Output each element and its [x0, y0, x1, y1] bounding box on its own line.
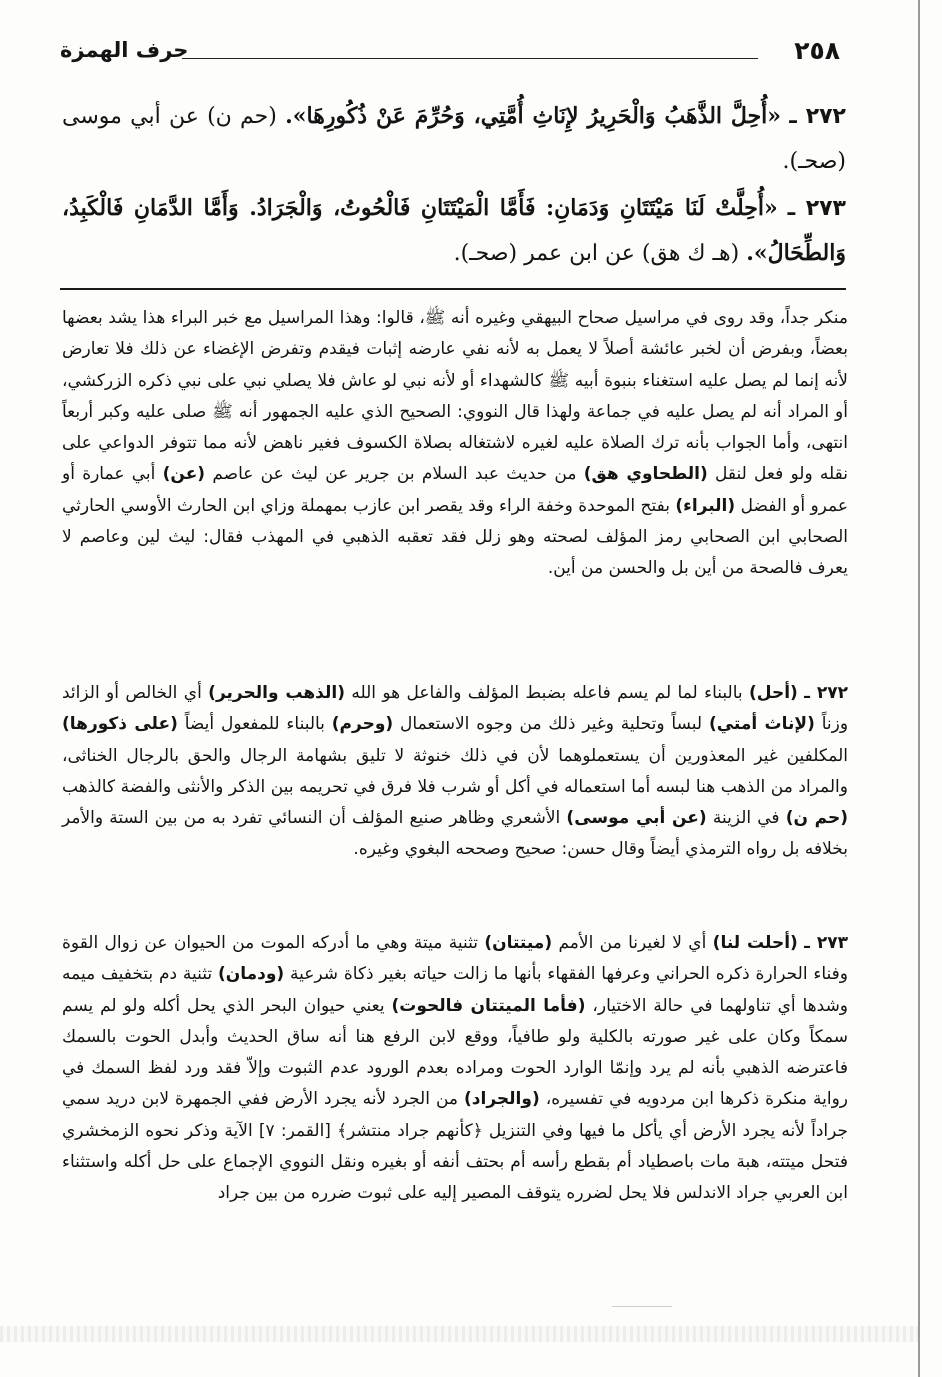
hadith-source: (هـ ك هق) عن ابن عمر (صحـ).: [453, 241, 740, 266]
commentary-bold: (الذهب والحرير): [208, 683, 345, 703]
commentary-number: ٢٧٢ ـ: [804, 683, 849, 703]
commentary-bold: (أحل): [749, 683, 798, 703]
commentary-text: الأشعري وظاهر صنيع المؤلف أن النسائي تفرد به من بين الستة والأمر بخلافه بل رواه الترمذي أيضاً وقال حسن: صحيح وصححه البغوي وغيره.: [62, 808, 848, 860]
commentary-paragraph-272: [62, 678, 848, 866]
commentary-bold: (أحلت لنا): [712, 933, 798, 953]
hadith-source: (حم ن) عن أبي موسى (صحـ).: [62, 104, 846, 174]
commentary-bold: (على ذكورها): [62, 714, 178, 735]
page-number: ٢٥٨: [794, 36, 840, 65]
hadith-272: [62, 94, 846, 184]
commentary-paragraph-1: [62, 303, 848, 585]
scan-edge: [918, 0, 920, 1377]
commentary-bold: (ودمان): [217, 964, 285, 985]
commentary-text: بالبناء للمفعول أيضاً: [184, 714, 325, 735]
commentary-bold: (ميتتان): [484, 933, 553, 953]
commentary-text: في الزينة: [712, 808, 780, 829]
commentary-bold: (الطحاوي هق): [583, 464, 708, 485]
hadith-number: ٢٧٣ ـ: [787, 196, 846, 221]
commentary-text: يعني حيوان البحر الذي يحل أكله ولو لم يسم سمكاً وكان على غير صورته بالكلية ولو طافياً، ووقع لابن الرفع هنا أنه ساق الحديث وأبدل الحوت بالسمك فاعترضه الذهبي بأنه لم يرد وإنمّا الوارد الحوت ومراده بعدم الورود عدم الثبوت وإلاّ فقد ورد لفظ السمك في رواية منكرة ذكرها ابن مردويه في تفسيره،: [62, 995, 848, 1110]
footnote-separator: [60, 288, 846, 290]
commentary-text: من الجرد لأنه يجرد الأرض ففي الجمهرة لابن دريد سمي جراداً لأنه يجرد الأرض أي يأكل ما فيها وفي التنزيل ﴿كأنهم جراد منتشر﴾ [القمر: ٧] الآية وذكر نحوه الزمخشري فتحل ميتته، هبة مات باصطياد أم بقطع رأسه أم بحتف أنفه أو بغيره ونقل النووي الإجماع على حل أكله واستثناء ابن العربي جراد الاندلس فلا يحل لضرره يتوقف المصير إليه على ثبوت ضرره من بين جراد: [62, 1089, 849, 1204]
commentary-text: بالبناء لما لم يسم فاعله بضبط المؤلف والفاعل هو الله: [351, 683, 743, 703]
chapter-title: حرف الهمزة: [60, 38, 189, 62]
header-rule: [182, 58, 758, 59]
scan-artifact-strip: [0, 1326, 918, 1342]
hadith-text: «أُحِلَّتْ لَنَا مَيْتَتَانِ وَدَمَانِ: فَأَمَّا الْمَيْتَتَانِ فَالْحُوتُ، وَالْجَرَادُ. وَأَمَّا الدَّمَانِ فَالْكَبِدُ، وَالطِّحَالُ».: [62, 195, 846, 266]
bottom-mark: [612, 1306, 672, 1307]
commentary-text: لبساً وتحلية وغير ذلك من وجوه الاستعمال: [400, 714, 703, 735]
commentary-paragraph-273: [62, 928, 848, 1210]
hadith-text: «أُحِلَّ الذَّهَبُ وَالْحَرِيرُ لإِنَاثِ أُمَّتِي، وَحُرِّمَ عَنْ ذُكُورِهَا».: [285, 103, 782, 129]
commentary-text: بفتح الموحدة وخفة الراء وقد يقصر ابن عازب بمهملة وزاي ابن الحارث الأوسي الحارثي الصحابي ابن الصحابي رمز المؤلف لصحته وهو زلل فقد تعقبه الذهبي في المهذب فقال: ليث لين وعاصم لا يعرف فالصحة من أين بل والحسن من أين.: [62, 495, 848, 579]
commentary-text: من حديث عبد السلام بن جرير عن ليث عن عاصم: [212, 464, 577, 485]
commentary-bold: (عن أبي موسى): [566, 808, 707, 829]
commentary-bold: (وحرم): [331, 714, 394, 735]
commentary-text: المكلفين غير المعذورين أن يستعملوهما لأن في ذلك خنوثة لا تليق بشهامة الرجال والحق بالرجال الخناثى، والمراد من الذهب هنا لبسه أما استعماله في أكل أو شرب فلا فرق في تحريمه بين الذكر والأنثى والفضة كالذهب: [62, 745, 848, 797]
commentary-bold: (عن): [162, 464, 206, 485]
page-header: [60, 36, 840, 72]
commentary-text: أبي عمارة أو عمرو أو الفضل: [62, 464, 849, 516]
commentary-bold: (فأما الميتتان فالحوت): [391, 995, 586, 1016]
commentary-bold: (لإناث أمتي): [708, 714, 815, 735]
commentary-bold: (والجراد): [464, 1089, 540, 1110]
commentary-bold: (البراء): [675, 495, 736, 516]
commentary-text: منكر جداً، وقد روى في مراسيل صحاح البيهقي وغيره أنه ﷺ، قالوا: وهذا المراسيل مع خبر البراء هذا يشد بعضها بعضاً، وبفرض أن لخبر عائشة أصلاً لا يعمل به لأنه نفي عارضه إثبات فيقدم وتفرض الإغضاء عن ذلك فلا تعارض لأنه إنما لم يصل عليه استغناء بنبوة أبيه ﷺ كالشهداء أو لأنه نبي لو عاش فلا يصلي نبي على نبي ذكره الزركشي، أو المراد أنه لم يصل عليه في جماعة ولهذا قال النووي: الصحيح الذي عليه الجمهور أنه ﷺ صلى عليه وكبر أربعاً انتهى، وأما الجواب بأنه ترك الصلاة عليه لغيره لاشتغاله بصلاة الكسوف فغير ناهض لأنه مما تتوفر الدواعي على نقله ولو فعل لنقل: [62, 308, 849, 485]
commentary-text: أي لا لغيرنا من الأمم: [558, 933, 707, 953]
commentary-text: أي الخالص أو الزائد وزناً: [62, 683, 849, 735]
commentary-bold: (حم ن): [785, 808, 848, 829]
commentary-text: تثنية دم بتخفيف ميمه وشدها أي تناولهما في حالة الاختيار،: [62, 964, 849, 1016]
commentary-number: ٢٧٣ ـ: [804, 933, 848, 953]
hadith-number: ٢٧٢ ـ: [789, 104, 846, 129]
commentary-text: تثنية ميتة وهي ما أدركه الموت من الحيوان عن زوال القوة وفناء الحرارة ذكره الحراني وعرفها الفقهاء بأنها ما زالت حياته بغير ذكاة شرعية: [62, 933, 849, 985]
hadith-273: [62, 186, 846, 276]
